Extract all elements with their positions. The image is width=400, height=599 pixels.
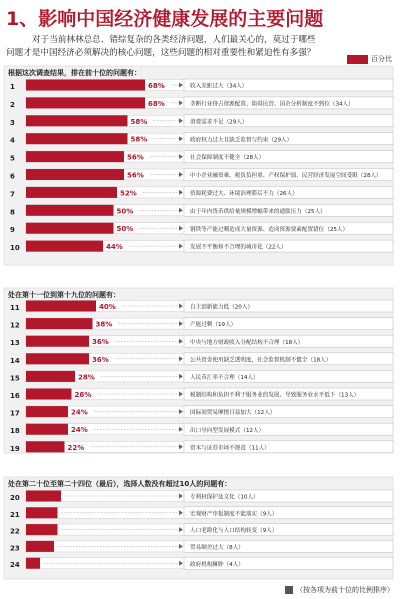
issue-label: 中小企业融资难、税负负担重、产权保护弱、民营经济发展空间受限（28人） [190,173,382,180]
section-panel [4,66,393,265]
issue-label: 人民币汇率不合理（14人） [190,375,259,381]
bar [26,541,54,552]
bar [26,491,61,502]
rank-number: 19 [10,444,20,453]
issue-label: 社会保障制度不健全（28人） [190,155,265,162]
bar [26,424,68,435]
bar-value-label: 36% [92,355,109,364]
rank-number: 3 [10,118,15,127]
bar-value-label: 24% [71,408,88,417]
issue-label: 资源耗费过大、环境治理滞后不力（26人） [190,191,298,197]
issue-label: 由于年内货币供给量规模增幅带来的通胀压力（25人） [190,208,326,215]
issue-label: 垄断行业挤占资源配置、阻碍民营、国企分析制度不到位（34人） [190,101,354,108]
section-header: 处在第十一位到第十九位的问题有： [8,291,120,299]
bar-value-label: 36% [92,338,109,347]
bar-value-label: 50% [116,207,134,216]
bar [26,223,114,234]
intro-paragraph: 对于当前林林总总、错综复杂的各类经济问题，人们最关心的，莫过于哪些问题才是中国经济必须解决的核心问题，这些问题的相对重要性和紧迫性有多强？ [6,35,316,58]
bar [26,524,58,535]
issue-label: 出口导向型发展模式（12人） [190,427,265,434]
bar-value-label: 58% [130,135,148,144]
bar [26,97,145,108]
issue-label: 收入差距过大（34人） [190,83,248,90]
rank-number: 9 [10,226,15,235]
issue-label: 人口老龄化与人口结构转变（9人） [190,528,278,535]
rank-number: 17 [10,409,20,418]
issue-label: 钢铁等产能过剩造成大量资源、造成资源要素配置错位（25人） [190,226,349,233]
bar [26,133,128,144]
issue-label: 资本与证券市场不规范（11人） [190,445,270,452]
rank-number: 14 [10,356,20,365]
rank-number: 13 [10,339,20,348]
bar [26,151,124,162]
bar [26,301,96,312]
section-header: 根据这次调查结果，排在前十位的问题有： [8,69,141,77]
rank-number: 21 [10,510,20,519]
section-header: 处在第二十位至第二十四位（最后），选择人数没有超过10人的问题有： [8,480,232,488]
issue-label: 自主创新能力低（20人） [190,304,254,311]
bar [26,371,75,382]
issue-label: 消费需求不足（29人） [190,119,248,126]
issue-label: 公共资金使用缺乏透明度，社会监督机制不健全（18人） [190,357,332,364]
page-title: 1、影响中国经济健康发展的主要问题 [6,8,324,30]
bar [26,80,145,91]
rank-number: 16 [10,392,20,400]
bar-value-label: 24% [71,426,88,435]
bar-value-label: 52% [120,189,137,198]
bar [26,406,68,417]
rank-number: 23 [10,544,20,553]
bar-value-label: 68% [148,82,165,90]
issue-label: 专利权保护及文化（10人） [190,494,259,501]
bar-value-label: 40% [99,303,116,311]
bar [26,336,89,347]
bar-value-label: 58% [130,117,148,126]
rank-number: 24 [10,561,20,570]
legend-label: 百分比 [371,55,392,63]
bar [26,441,65,452]
rank-number: 5 [10,154,15,163]
footnote [285,585,394,595]
rank-number: 22 [10,527,20,536]
bar-value-label: 28% [78,373,95,382]
bar-value-label: 68% [148,99,165,108]
issue-label: 发展不平衡和不合理的城市化（22人） [190,244,287,251]
rank-number: 7 [10,190,15,199]
bar [26,318,93,329]
rank-number: 4 [10,136,15,145]
bar-value-label: 56% [127,171,144,180]
bar [26,241,103,252]
bar [26,507,58,518]
rank-number: 8 [10,208,15,217]
footnote-text: （按各项为前十位的比例排序） [296,586,394,594]
rank-number: 12 [10,321,20,330]
rank-number: 10 [10,244,20,253]
issue-label: 税制结构和负担不利于服务业的发展、导致服务业水平低下（13人） [190,392,360,399]
bar [26,205,114,216]
issue-label: 贸易顺差过大（8人） [190,545,244,551]
issue-label: 政府权力过大且缺乏监督与约束（29人） [190,137,293,144]
rank-number: 15 [10,374,20,383]
bar [26,187,117,198]
bar [26,169,124,180]
bar [26,353,89,364]
issue-label: 国际间贸易摩擦日益加大（12人） [190,410,276,417]
bar-value-label: 50% [116,225,134,234]
footnote-icon [285,586,293,594]
bar-value-label: 44% [106,243,123,252]
issue-label: 中央与地方财政收入分配结构不合理（18人） [190,339,304,346]
rank-number: 6 [10,172,15,181]
rank-number: 20 [10,494,20,502]
rank-number: 11 [10,304,20,312]
bar-value-label: 56% [127,153,144,162]
issue-label: 产能过剩（19人） [190,322,237,329]
bar-value-label: 26% [74,391,92,399]
bar [26,389,72,400]
issue-label: 政府机构臃肿（4人） [190,561,244,568]
bar-value-label: 22% [67,443,85,452]
rank-number: 2 [10,100,15,109]
rank-number: 18 [10,427,20,436]
rank-number: 1 [10,83,15,91]
bar-value-label: 38% [95,320,113,329]
bar [26,115,128,126]
issue-label: 宏观财产申报制度不能落实（9人） [190,511,278,518]
bar [26,558,40,569]
